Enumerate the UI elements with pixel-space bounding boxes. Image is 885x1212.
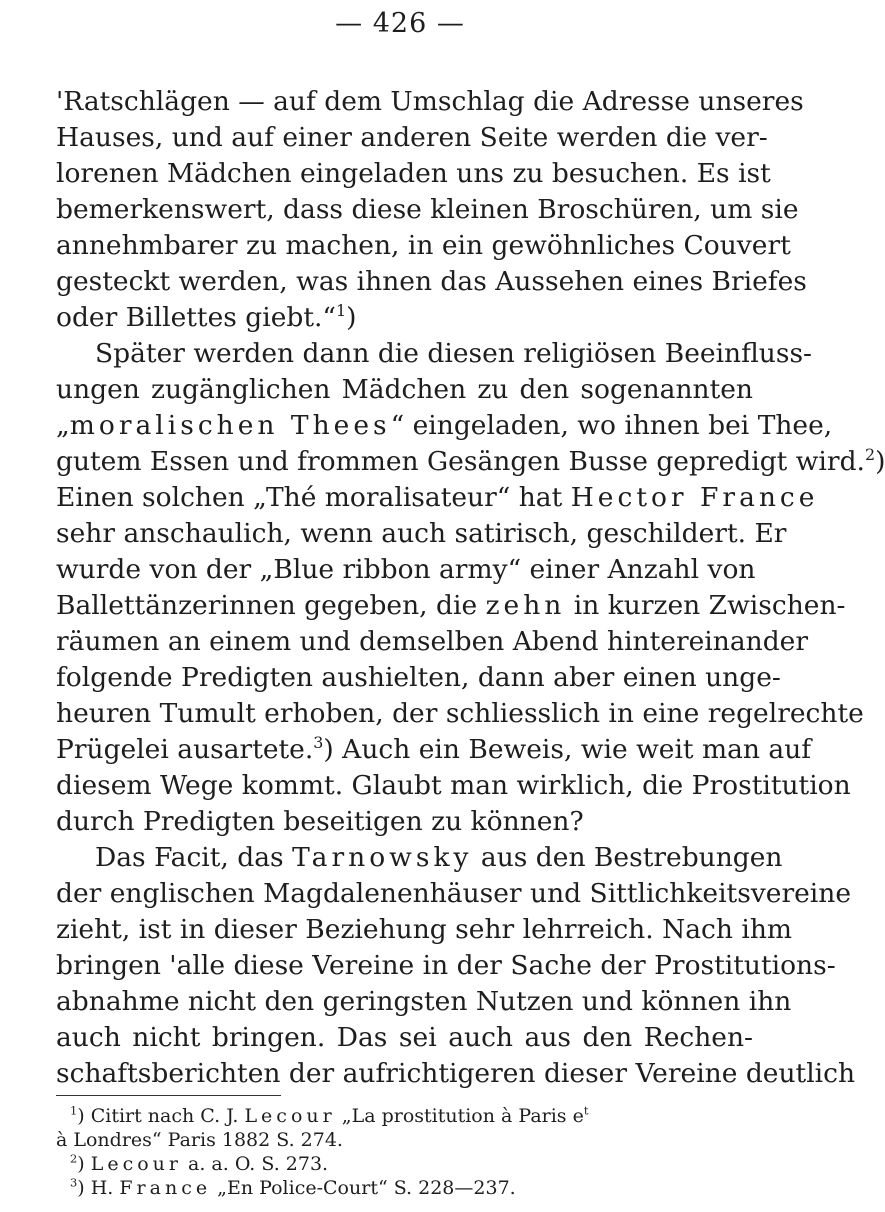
text-line: folgende Predigten aushielten, dann aber einen unge- — [56, 662, 781, 693]
text-fragment: ) — [77, 1153, 91, 1175]
text-line: sehr anschaulich, wenn auch satirisch, geschildert. Er — [56, 518, 787, 549]
text-fragment: Das Facit, das — [95, 842, 293, 873]
text-fragment: „En Police-Court“ S. 228—237. — [211, 1177, 516, 1199]
text-line — [56, 300, 753, 336]
text-line: bringen 'alle diese Vereine in der Sache der Prostitutions- — [56, 950, 836, 981]
text-fragment: ) Citirt nach C. J. — [77, 1105, 245, 1127]
emphasis-text: Hector France — [570, 482, 819, 513]
text-line: ungen zugänglichen Mädchen zu den sogenannten — [56, 374, 753, 405]
footnote — [70, 1104, 767, 1128]
text-line: auch nicht bringen. Das sei auch aus den Rechen- — [56, 1022, 753, 1053]
text-fragment: „La prostitution à Paris e — [335, 1105, 584, 1127]
emphasis-text: Tarnowsky — [292, 842, 473, 873]
text-fragment: in kurzen Zwischen- — [565, 590, 846, 621]
text-line — [56, 588, 846, 624]
text-fragment: „ — [56, 410, 70, 441]
text-line: annehmbarer zu machen, in ein gewöhnliches Couvert — [56, 230, 791, 261]
text-fragment: aus den Bestrebungen — [472, 842, 783, 873]
text-line: bemerkenswert, dass diese kleinen Broschüren, um sie — [56, 194, 799, 225]
text-fragment: Einen solchen „Thé moralisateur“ hat — [56, 482, 571, 513]
text-line — [56, 408, 833, 444]
emphasis-text: moralischen Thees — [69, 410, 391, 441]
superscript-text: t — [583, 1103, 589, 1118]
footnote-ref: 1 — [335, 301, 347, 321]
text-fragment: gutem Essen und frommen Gesängen Busse gepredigt wird. — [56, 446, 865, 477]
footnote-ref: 2 — [864, 445, 876, 465]
footnote — [70, 1176, 767, 1200]
emphasis-text: zehn — [485, 590, 566, 621]
footnote-ref: 3 — [313, 733, 324, 753]
page-number: — 426 — — [335, 8, 465, 39]
text-fragment: Ballettänzerinnen gegeben, die — [56, 590, 486, 621]
text-line: zieht, ist in dieser Beziehung sehr lehrreich. Nach ihm — [56, 914, 793, 945]
text-line — [95, 840, 783, 876]
text-fragment: ) Auch ein Beweis, wie weit man auf — [323, 734, 812, 765]
footnote — [70, 1152, 767, 1176]
text-fragment: oder Billettes giebt.“ — [56, 302, 336, 333]
text-line: abnahme nicht den geringsten Nutzen und können ihn — [56, 986, 792, 1017]
text-fragment: ) H. — [77, 1177, 120, 1199]
text-fragment: Prügelei ausartete. — [56, 734, 314, 765]
footnote-continuation: à Londres“ Paris 1882 S. 274. — [56, 1129, 343, 1151]
text-line: heuren Tumult erhoben, der schliesslich in eine regelrechte — [56, 698, 864, 729]
text-line: der englischen Magdalenenhäuser und Sittlichkeitsvereine — [56, 878, 852, 909]
text-line: räumen an einem und demselben Abend hintereinander — [56, 626, 809, 657]
text-line: Hauses, und auf einer anderen Seite werden die ver- — [56, 122, 768, 153]
footnote-divider — [56, 1095, 281, 1096]
text-line: lorenen Mädchen eingeladen uns zu besuchen. Es ist — [56, 158, 771, 189]
text-line — [56, 732, 812, 768]
text-fragment: ) — [346, 302, 357, 333]
emphasis-text: Lecour — [244, 1105, 336, 1127]
text-line — [56, 444, 885, 480]
text-line: diesem Wege kommt. Glaubt man wirklich, die Prostitution — [56, 770, 851, 801]
text-line — [56, 480, 819, 516]
text-line: gesteckt werden, was ihnen das Aussehen eines Briefes — [56, 266, 807, 297]
footnote-number: 2 — [70, 1151, 78, 1166]
emphasis-text: Lecour — [90, 1153, 182, 1175]
text-fragment: a. a. O. S. 273. — [181, 1153, 329, 1175]
text-fragment: “ eingeladen, wo ihnen bei Thee, — [390, 410, 833, 441]
emphasis-text: France — [119, 1177, 212, 1199]
footnote-number: 3 — [70, 1175, 78, 1190]
text-line: durch Predigten beseitigen zu können? — [56, 806, 584, 837]
text-line: Später werden dann die diesen religiösen Beeinfluss- — [95, 338, 813, 369]
text-fragment: ) — [875, 446, 885, 477]
footnote-number: 1 — [70, 1103, 78, 1118]
text-line: wurde von der „Blue ribbon army“ einer Anzahl von — [56, 554, 756, 585]
text-line: 'Ratschlägen — auf dem Umschlag die Adresse unseres — [56, 86, 804, 117]
text-line: schaftsberichten der aufrichtigeren dieser Vereine deutlich — [56, 1058, 856, 1089]
